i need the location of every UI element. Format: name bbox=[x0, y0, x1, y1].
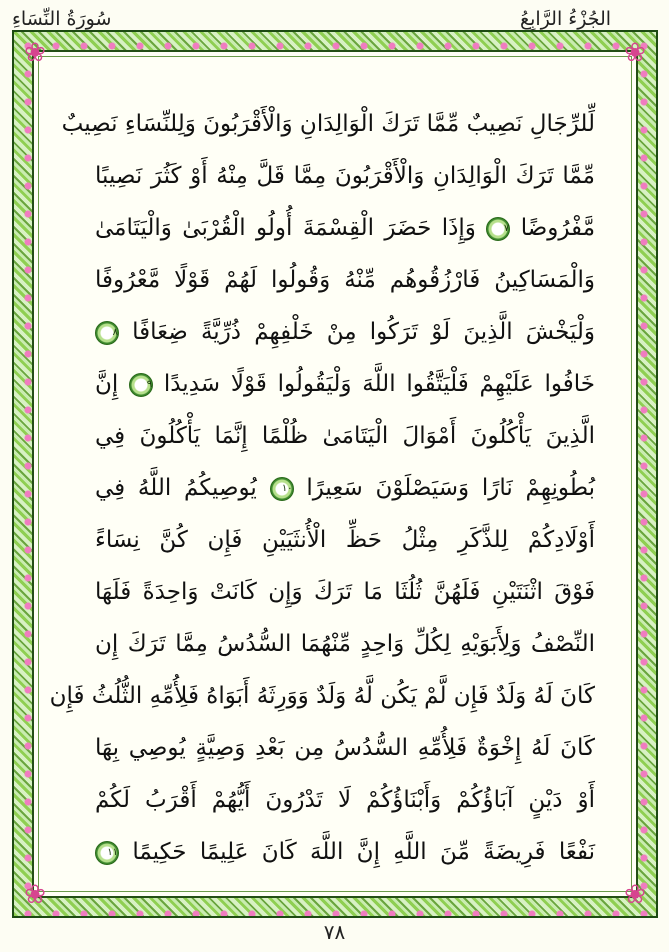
text-line: وَلْيَخْشَ الَّذِينَ لَوْ تَرَكُوا مِنْ خَلْفِهِمْ ذُرِّيَّةً ضِعَافًا ٨ bbox=[95, 311, 595, 353]
text-line: كَانَ لَهُ وَلَدٌ فَإِن لَّمْ يَكُن لَّهُ وَلَدٌ وَوَرِثَهُ أَبَوَاهُ فَلِأُمِّهِ الثُّلُثُ فَإِن bbox=[49, 683, 595, 709]
juz-title: الجُزْءُ الرَّابِعُ bbox=[520, 8, 612, 30]
ayah-marker-icon: ٩ bbox=[129, 373, 153, 397]
text-line: مَّفْرُوضًا ٧ وَإِذَا حَضَرَ الْقِسْمَةَ أُولُو الْقُرْبَىٰ وَالْيَتَامَىٰ bbox=[95, 215, 596, 241]
page-number: ٧٨ bbox=[323, 920, 346, 944]
corner-flower-icon: ❀ bbox=[624, 880, 646, 910]
text-line: النِّصْفُ وَلِأَبَوَيْهِ لِكُلِّ وَاحِدٍ مِّنْهُمَا السُّدُسُ مِمَّا تَرَكَ إِن bbox=[95, 631, 595, 657]
text-line: لِّلرِّجَالِ نَصِيبٌ مِّمَّا تَرَكَ الْوَالِدَانِ وَالْأَقْرَبُونَ وَلِلنِّسَاءِ نَصِيبٌ bbox=[61, 111, 595, 137]
text-line: بُطُونِهِمْ نَارًا وَسَيَصْلَوْنَ سَعِيرًا ١٠ يُوصِيكُمُ اللَّهُ فِي bbox=[95, 475, 596, 501]
text-line: مِّمَّا تَرَكَ الْوَالِدَانِ وَالْأَقْرَبُونَ مِمَّا قَلَّ مِنْهُ أَوْ كَثُرَ نَصِيبًا bbox=[95, 163, 595, 189]
ayah-marker-icon: ١١ bbox=[95, 841, 119, 865]
text-line: أَوْ دَيْنٍ آبَاؤُكُمْ وَأَبْنَاؤُكُمْ لَا تَدْرُونَ أَيُّهُمْ أَقْرَبُ لَكُمْ bbox=[95, 787, 595, 813]
ayah-marker-icon: ١٠ bbox=[270, 477, 294, 501]
surah-title: سُورَةُ النِّسَاءِ bbox=[12, 8, 112, 30]
text-line: فَوْقَ اثْنَتَيْنِ فَلَهُنَّ ثُلُثَا مَا تَرَكَ وَإِن كَانَتْ وَاحِدَةً فَلَهَا bbox=[95, 579, 595, 605]
text-line: وَالْمَسَاكِينُ فَارْزُقُوهُم مِّنْهُ وَقُولُوا لَهُمْ قَوْلًا مَّعْرُوفًا bbox=[95, 267, 595, 293]
corner-flower-icon: ❀ bbox=[624, 38, 646, 68]
corner-flower-icon: ❀ bbox=[24, 880, 46, 910]
text-line: كَانَ لَهُ إِخْوَةٌ فَلِأُمِّهِ السُّدُسُ مِن بَعْدِ وَصِيَّةٍ يُوصِي بِهَا bbox=[95, 735, 595, 761]
text-line: الَّذِينَ يَأْكُلُونَ أَمْوَالَ الْيَتَامَىٰ ظُلْمًا إِنَّمَا يَأْكُلُونَ فِي bbox=[95, 423, 595, 449]
text-line: أَوْلَادِكُمْ لِلذَّكَرِ مِثْلُ حَظِّ الْأُنثَيَيْنِ فَإِن كُنَّ نِسَاءً bbox=[95, 527, 595, 553]
ayah-marker-icon: ٨ bbox=[95, 321, 119, 345]
corner-flower-icon: ❀ bbox=[24, 38, 46, 68]
text-line: نَفْعًا فَرِيضَةً مِّنَ اللَّهِ إِنَّ اللَّهَ كَانَ عَلِيمًا حَكِيمًا ١١ bbox=[95, 831, 595, 873]
text-line: خَافُوا عَلَيْهِمْ فَلْيَتَّقُوا اللَّهَ وَلْيَقُولُوا قَوْلًا سَدِيدًا ٩ إِنَّ bbox=[95, 371, 595, 397]
ayah-marker-icon: ٧ bbox=[486, 217, 510, 241]
